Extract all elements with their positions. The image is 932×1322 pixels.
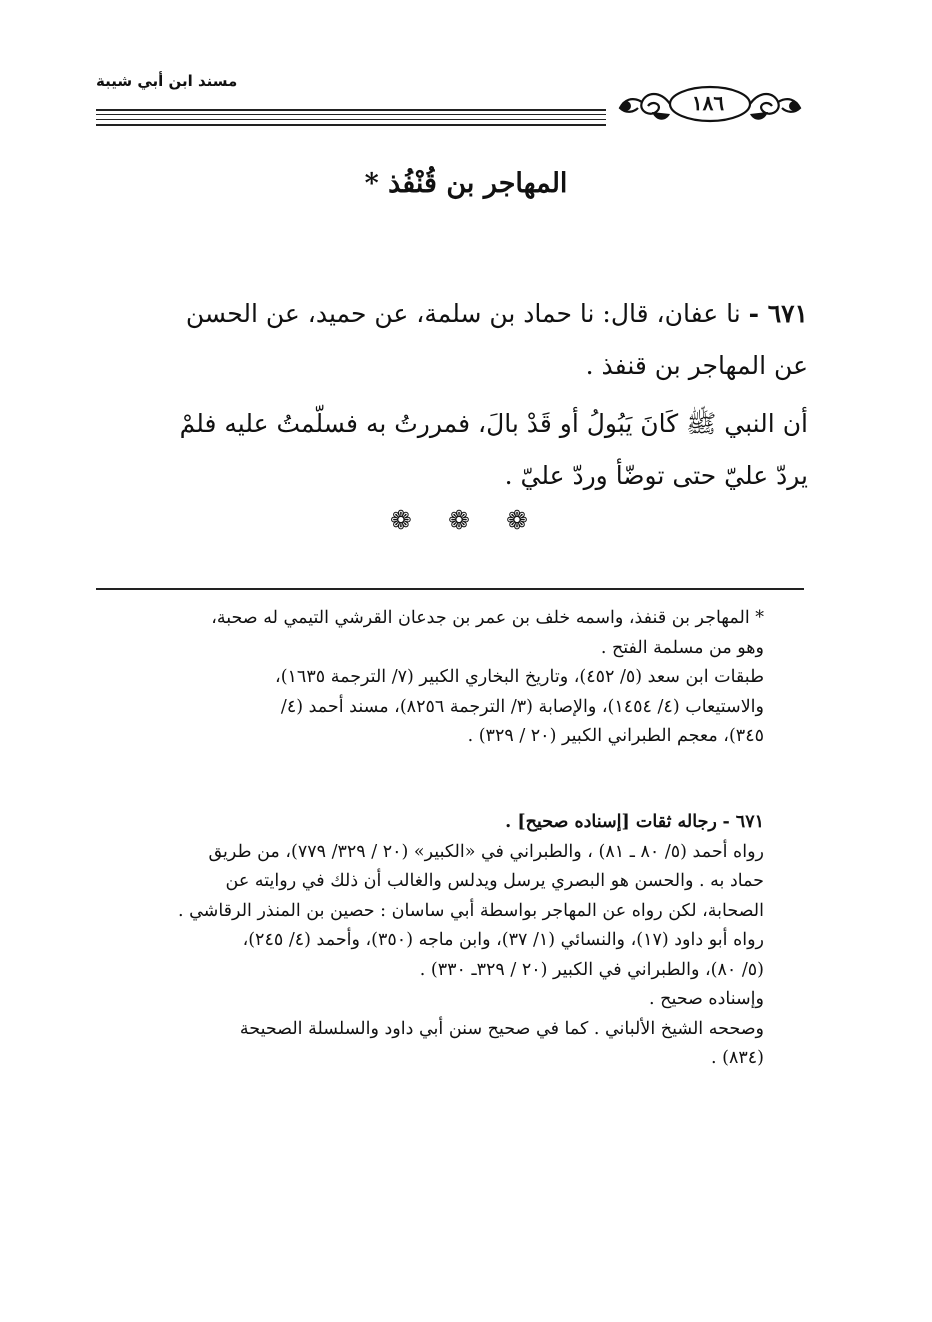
footnote-line: والاستيعاب (٤/ ١٤٥٤)، والإصابة (٣/ الترجمة ٨٢٥٦)، مسند أحمد (٤/ bbox=[280, 696, 764, 717]
footnote-rule bbox=[96, 588, 804, 590]
section-separator: ❁ ❁ ❁ bbox=[390, 506, 542, 536]
footnote-line: وإسناده صحيح . bbox=[649, 989, 764, 1009]
hadith-matn bbox=[96, 398, 808, 502]
header-rule bbox=[96, 109, 606, 111]
biography-footnote bbox=[100, 604, 764, 752]
matn-line: أن النبي ﷺ كَانَ يَبُولُ أو قَدْ بالَ، فمررتُ به فسلّمتُ عليه فلمْ bbox=[179, 409, 808, 438]
chapter-title: المهاجر بن قُنْفُذ * bbox=[364, 168, 568, 199]
running-title: مسند ابن أبي شيبة bbox=[96, 72, 238, 90]
takhrij-heading: ٦٧١ - رجاله ثقات [إسناده صحيح] . bbox=[505, 812, 764, 832]
hadith-isnad bbox=[96, 288, 808, 392]
matn-line: يردّ عليّ حتى توضّأ وردّ عليّ . bbox=[504, 461, 808, 490]
footnote-line: حماد به . والحسن هو البصري يرسل ويدلس والغالب أن ذلك في روايته عن bbox=[225, 871, 764, 891]
footnote-line: رواه أبو داود (١٧)، والنسائي (١/ ٣٧)، وابن ماجه (٣٥٠)، وأحمد (٤/ ٢٤٥)، bbox=[242, 930, 764, 950]
footnote-line: * المهاجر بن قنفذ، واسمه خلف بن عمر بن جدعان القرشي التيمي له صحبة، bbox=[211, 608, 764, 628]
footnote-line: وصححه الشيخ الألباني . كما في صحيح سنن أبي داود والسلسلة الصحيحة bbox=[239, 1018, 764, 1039]
footnote-line: رواه أحمد (٥/ ٨٠ ـ ٨١) ، والطبراني في «الكبير» (٢٠ / ٣٢٩/ ٧٧٩)، من طريق bbox=[208, 841, 764, 862]
page-number: ١٨٦ bbox=[691, 91, 725, 115]
isnad-line: ٦٧١ - نا عفان، قال: نا حماد بن سلمة، عن حميد، عن الحسن bbox=[185, 299, 808, 328]
header-rule bbox=[96, 124, 606, 126]
footnote-line: ٣٤٥)، معجم الطبراني الكبير (٢٠ / ٣٢٩) . bbox=[467, 726, 764, 746]
header-rule bbox=[96, 114, 606, 115]
header-rule bbox=[96, 119, 606, 120]
footnote-line: (٥/ ٨٠)، والطبراني في الكبير (٢٠ / ٣٢٩ـ ٣٣٠) . bbox=[419, 959, 764, 980]
footnote-line: وهو من مسلمة الفتح . bbox=[600, 637, 764, 658]
isnad-line: عن المهاجر بن قنفذ . bbox=[585, 351, 808, 380]
footnote-line: طبقات ابن سعد (٥/ ٤٥٢)، وتاريخ البخاري الكبير (٧/ الترجمة ١٦٣٥)، bbox=[275, 667, 764, 687]
takhrij-footnote bbox=[100, 808, 764, 1074]
footnote-line: (٨٣٤) . bbox=[711, 1048, 764, 1068]
hadith-number: ٦٧١ - bbox=[748, 299, 808, 328]
footnote-line: الصحابة، لكن رواه عن المهاجر بواسطة أبي ساسان : حصين بن المنذر الرقاشي . bbox=[177, 900, 764, 921]
